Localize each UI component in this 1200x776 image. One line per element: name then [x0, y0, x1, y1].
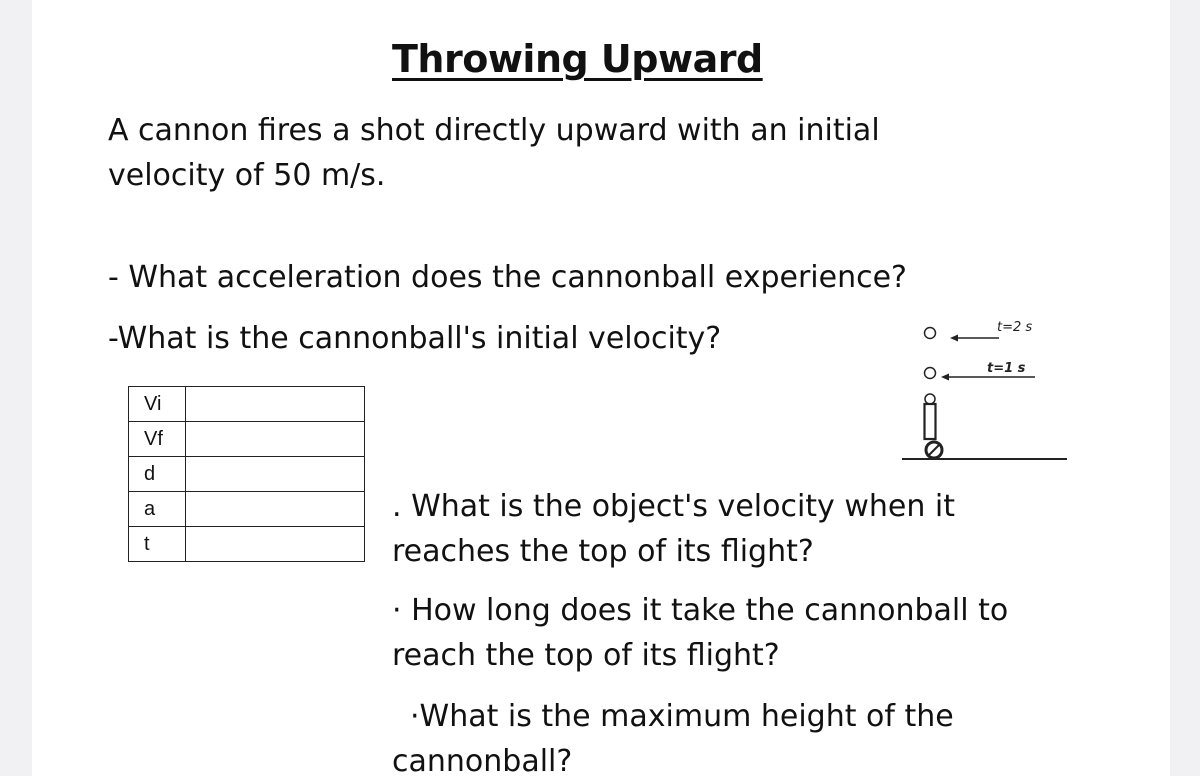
question-time-to-top-line-2: reach the top of its flight?	[392, 638, 780, 673]
variable-label: Vf	[129, 422, 186, 457]
ball-position-t1	[925, 368, 936, 379]
cannon-barrel	[925, 404, 936, 439]
variable-value-cell[interactable]	[186, 387, 365, 422]
question-acceleration: - What acceleration does the cannonball experience?	[108, 260, 907, 295]
question-max-height-line-1: ·What is the maximum height of the	[410, 699, 954, 734]
question-initial-velocity: -What is the cannonball's initial velocity?	[108, 321, 722, 356]
arrow-head-t2	[950, 335, 958, 342]
cannon-trajectory-diagram	[895, 312, 1075, 472]
variables-table	[128, 386, 365, 562]
label-t2: t=2 s	[997, 320, 1033, 335]
label-t1: t=1 s	[987, 361, 1026, 376]
variable-value-cell[interactable]	[186, 527, 365, 562]
variable-label: a	[129, 492, 186, 527]
problem-statement-line-1: A cannon fires a shot directly upward with an initial	[108, 113, 880, 148]
question-time-to-top	[392, 588, 1008, 678]
variable-label: t	[129, 527, 186, 562]
worksheet-title: Throwing Upward	[392, 37, 763, 81]
variable-label: Vi	[129, 387, 186, 422]
question-time-to-top-line-1: · How long does it take the cannonball to	[392, 593, 1009, 628]
table-row	[129, 422, 365, 457]
problem-statement	[108, 108, 880, 198]
variable-value-cell[interactable]	[186, 422, 365, 457]
table-row	[129, 492, 365, 527]
wheel-spoke	[928, 444, 940, 456]
ball-in-barrel	[925, 394, 935, 404]
question-velocity-at-top-line-2: reaches the top of its flight?	[392, 534, 814, 569]
arrow-head-t1	[941, 374, 949, 381]
question-velocity-at-top-line-1: . What is the object's velocity when it	[392, 489, 955, 524]
table-row	[129, 457, 365, 492]
problem-statement-line-2: velocity of 50 m/s.	[108, 158, 386, 193]
variable-label: d	[129, 457, 186, 492]
question-velocity-at-top	[392, 484, 955, 574]
question-max-height-line-2: cannonball?	[392, 744, 573, 776]
question-max-height	[392, 694, 954, 776]
table-row	[129, 387, 365, 422]
ball-position-t2	[925, 328, 936, 339]
table-row	[129, 527, 365, 562]
variable-value-cell[interactable]	[186, 492, 365, 527]
variable-value-cell[interactable]	[186, 457, 365, 492]
